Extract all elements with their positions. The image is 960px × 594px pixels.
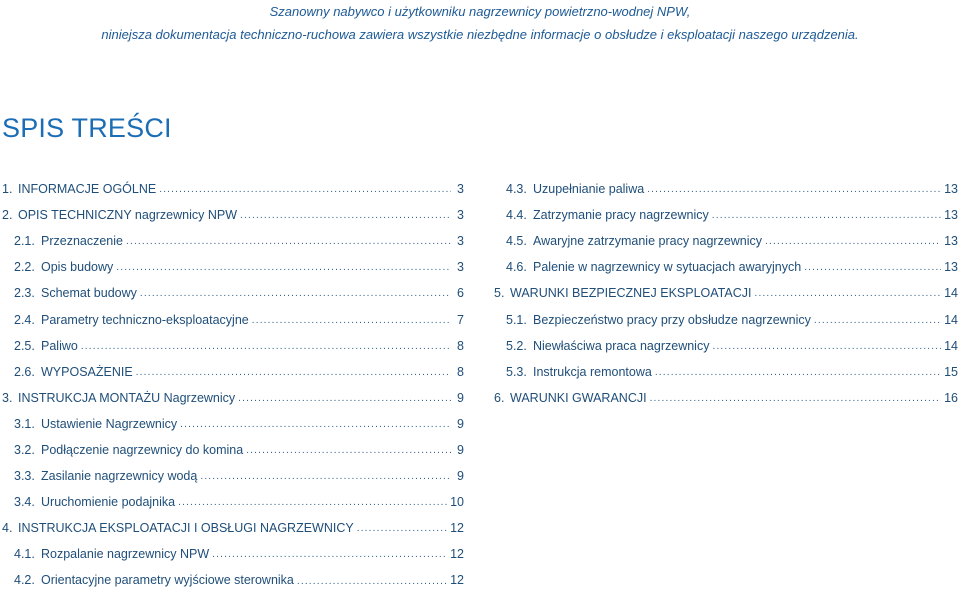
toc-dot-leader <box>159 184 451 202</box>
toc-entry-label: OPIS TECHNICZNY nagrzewnicy NPW <box>18 208 238 223</box>
toc-entry[interactable] <box>2 228 464 254</box>
toc-entry-number: 5.2. <box>506 338 527 353</box>
toc-dot-leader <box>116 262 451 280</box>
toc-entry-page-number: 9 <box>457 416 464 431</box>
toc-entry-label: Zatrzymanie pracy nagrzewnicy <box>533 208 709 223</box>
toc-entry[interactable] <box>494 176 958 202</box>
toc-entry-label: Opis budowy <box>41 260 114 275</box>
toc-entry-page-number: 12 <box>450 547 464 562</box>
toc-dot-leader <box>240 210 451 228</box>
toc-entry-page-number: 3 <box>457 182 464 197</box>
toc-entry-label: Ustawienie Nagrzewnicy <box>41 416 178 431</box>
toc-entry-number: 2.2. <box>14 260 35 275</box>
toc-entry-label: WARUNKI GWARANCJI <box>510 390 647 405</box>
toc-dot-leader <box>297 576 447 594</box>
toc-dot-leader <box>650 393 942 411</box>
toc-entry-page-number: 14 <box>944 338 958 353</box>
toc-entry-label: Uruchomienie podajnika <box>41 495 176 510</box>
toc-entry-page-number: 14 <box>944 312 958 327</box>
toc-entry-label: Przeznaczenie <box>41 234 123 249</box>
toc-right-column <box>494 176 958 411</box>
toc-entry-number: 4.4. <box>506 208 527 223</box>
toc-entry-number: 3. <box>2 390 13 405</box>
toc-entry-page-number: 3 <box>457 260 464 275</box>
toc-entry-page-number: 3 <box>457 208 464 223</box>
toc-entry-number: 4. <box>2 521 13 536</box>
toc-dot-leader <box>178 497 447 515</box>
toc-entry-number: 2.4. <box>14 312 35 327</box>
toc-entry-label: WARUNKI BEZPIECZNEJ EKSPLOATACJI <box>510 286 752 301</box>
toc-entry-number: 4.6. <box>506 260 527 275</box>
toc-entry-label: Instrukcja remontowa <box>533 364 652 379</box>
toc-dot-leader <box>246 445 451 463</box>
toc-entry[interactable] <box>2 411 464 437</box>
toc-entry[interactable] <box>2 254 464 280</box>
toc-dot-leader <box>136 367 451 385</box>
toc-entry-page-number: 6 <box>457 286 464 301</box>
toc-dot-leader <box>212 549 447 567</box>
toc-dot-leader <box>804 262 941 280</box>
toc-entry-number: 4.2. <box>14 573 35 588</box>
toc-entry[interactable] <box>2 333 464 359</box>
toc-entry[interactable] <box>494 202 958 228</box>
toc-dot-leader <box>252 315 451 333</box>
toc-entry-label: Zasilanie nagrzewnicy wodą <box>41 469 198 484</box>
toc-entry-label: Palenie w nagrzewnicy w sytuacjach awaryjnych <box>533 260 802 275</box>
toc-entry-page-number: 8 <box>457 338 464 353</box>
toc-title: SPIS TREŚCI <box>2 113 172 143</box>
toc-entry[interactable] <box>494 280 958 306</box>
toc-entry[interactable] <box>494 333 958 359</box>
toc-entry[interactable] <box>2 359 464 385</box>
toc-entry-number: 2. <box>2 208 13 223</box>
toc-entry-label: Rozpalanie nagrzewnicy NPW <box>41 547 210 562</box>
toc-entry[interactable] <box>2 202 464 228</box>
toc-entry-number: 4.1. <box>14 547 35 562</box>
toc-dot-leader <box>357 523 447 541</box>
toc-entry[interactable] <box>2 437 464 463</box>
toc-entry[interactable] <box>2 306 464 332</box>
toc-entry-page-number: 10 <box>450 495 464 510</box>
toc-dot-leader <box>765 236 941 254</box>
toc-entry-label: Niewłaściwa praca nagrzewnicy <box>533 338 710 353</box>
intro-line-1: Szanowny nabywco i użytkowniku nagrzewnicy powietrzno-wodnej NPW, <box>269 4 691 19</box>
toc-entry-page-number: 13 <box>944 182 958 197</box>
toc-entry-label: Podłączenie nagrzewnicy do komina <box>41 442 244 457</box>
toc-entry-page-number: 13 <box>944 208 958 223</box>
toc-entry[interactable] <box>2 541 464 567</box>
toc-entry-page-number: 12 <box>450 573 464 588</box>
toc-entry-number: 1. <box>2 182 13 197</box>
toc-entry-page-number: 13 <box>944 260 958 275</box>
toc-dot-leader <box>754 288 941 306</box>
toc-entry[interactable] <box>2 567 464 593</box>
toc-dot-leader <box>712 341 941 359</box>
toc-entry-label: Orientacyjne parametry wyjściowe sterownika <box>41 573 294 588</box>
toc-dot-leader <box>655 367 941 385</box>
toc-entry-number: 3.2. <box>14 442 35 457</box>
toc-entry-number: 5.1. <box>506 312 527 327</box>
toc-dot-leader <box>81 341 451 359</box>
toc-dot-leader <box>140 288 451 306</box>
toc-entry-label: Awaryjne zatrzymanie pracy nagrzewnicy <box>533 234 763 249</box>
toc-entry-label: INFORMACJE OGÓLNE <box>18 182 157 197</box>
toc-entry-page-number: 7 <box>457 312 464 327</box>
toc-entry-label: Uzupełnianie paliwa <box>533 182 645 197</box>
toc-entry-label: Paliwo <box>41 338 78 353</box>
toc-entry-number: 2.5. <box>14 338 35 353</box>
toc-entry-page-number: 9 <box>457 469 464 484</box>
toc-entry-page-number: 12 <box>450 521 464 536</box>
intro-line-2: niniejsza dokumentacja techniczno-ruchowa zawiera wszystkie niezbędne informacje o obsłudze i eksploatacji naszego urządzenia. <box>101 27 859 42</box>
toc-entry[interactable] <box>494 385 958 411</box>
toc-entry[interactable] <box>2 489 464 515</box>
toc-entry-label: Parametry techniczno-eksploatacyjne <box>41 312 249 327</box>
toc-entry-number: 5. <box>494 286 505 301</box>
toc-entry-label: WYPOSAŻENIE <box>41 364 133 379</box>
toc-entry-page-number: 13 <box>944 234 958 249</box>
toc-entry-page-number: 8 <box>457 364 464 379</box>
toc-entry[interactable] <box>2 463 464 489</box>
toc-dot-leader <box>238 393 451 411</box>
toc-entry-number: 4.5. <box>506 234 527 249</box>
toc-entry-number: 2.3. <box>14 286 35 301</box>
toc-entry-number: 4.3. <box>506 182 527 197</box>
toc-entry-label: Bezpieczeństwo pracy przy obsłudze nagrzewnicy <box>533 312 811 327</box>
toc-entry-page-number: 9 <box>457 442 464 457</box>
toc-entry-page-number: 3 <box>457 234 464 249</box>
toc-entry-number: 3.4. <box>14 495 35 510</box>
toc-entry[interactable] <box>494 359 958 385</box>
toc-entry[interactable] <box>2 515 464 541</box>
toc-entry[interactable] <box>494 254 958 280</box>
toc-entry-page-number: 15 <box>944 364 958 379</box>
toc-entry-label: INSTRUKCJA MONTAŻU Nagrzewnicy <box>18 390 236 405</box>
toc-entry-page-number: 14 <box>944 286 958 301</box>
toc-entry-number: 5.3. <box>506 364 527 379</box>
intro-text <box>0 0 960 46</box>
toc-entry[interactable] <box>2 176 464 202</box>
toc-entry[interactable] <box>2 385 464 411</box>
toc-entry[interactable] <box>494 306 958 332</box>
toc-dot-leader <box>814 315 941 333</box>
toc-dot-leader <box>712 210 941 228</box>
toc-entry-label: INSTRUKCJA EKSPLOATACJI I OBSŁUGI NAGRZEWNICY <box>18 521 354 536</box>
toc-left-column <box>2 176 464 594</box>
toc-entry-page-number: 16 <box>944 390 958 405</box>
toc-entry-number: 2.1. <box>14 234 35 249</box>
toc-dot-leader <box>200 471 451 489</box>
toc-dot-leader <box>126 236 451 254</box>
toc-dot-leader <box>180 419 451 437</box>
toc-entry-number: 6. <box>494 390 505 405</box>
toc-entry-number: 2.6. <box>14 364 35 379</box>
toc-entry-number: 3.1. <box>14 416 35 431</box>
toc-entry-page-number: 9 <box>457 390 464 405</box>
toc-entry[interactable] <box>494 228 958 254</box>
toc-entry-number: 3.3. <box>14 469 35 484</box>
toc-dot-leader <box>647 184 941 202</box>
toc-entry-label: Schemat budowy <box>41 286 137 301</box>
toc-entry[interactable] <box>2 280 464 306</box>
